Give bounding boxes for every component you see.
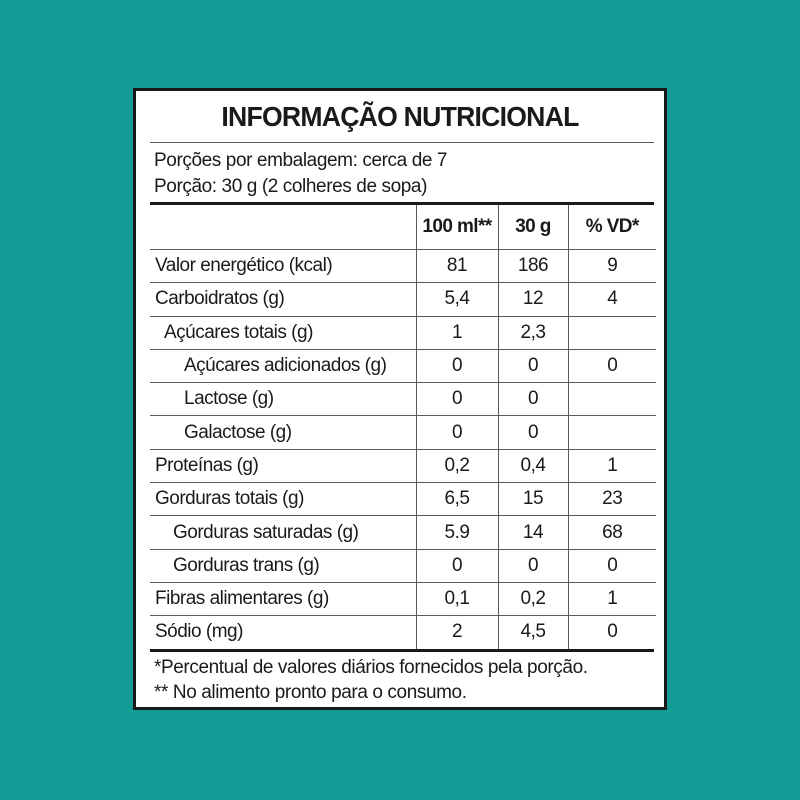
table-row: [150, 416, 656, 449]
nutrient-name: Galactose (g): [150, 416, 416, 449]
nutrient-name: Carboidratos (g): [150, 283, 416, 316]
value-percent-vd: 4: [568, 283, 656, 316]
nutrient-name: Açúcares adicionados (g): [150, 349, 416, 382]
value-percent-vd: 9: [568, 250, 656, 283]
header-percent-vd: % VD*: [568, 205, 656, 250]
nutrient-name: Gorduras totais (g): [150, 483, 416, 516]
title-divider: [150, 142, 654, 143]
table-row: [150, 616, 656, 649]
table-row: [150, 349, 656, 382]
value-per-30g: 0: [498, 383, 568, 416]
table-row: [150, 516, 656, 549]
value-percent-vd: 23: [568, 483, 656, 516]
value-per-30g: 0,2: [498, 582, 568, 615]
value-per-100ml: 5.9: [416, 516, 498, 549]
value-per-30g: 0,4: [498, 449, 568, 482]
value-per-100ml: 6,5: [416, 483, 498, 516]
value-per-30g: 14: [498, 516, 568, 549]
nutrition-table: [150, 205, 656, 649]
header-per-30g: 30 g: [498, 205, 568, 250]
value-per-100ml: 0: [416, 383, 498, 416]
table-row: [150, 250, 656, 283]
table-row: [150, 582, 656, 615]
footnote-daily-value: *Percentual de valores diários fornecidos pela porção.: [154, 657, 588, 678]
table-row: [150, 383, 656, 416]
header-nutrient: [150, 205, 416, 250]
value-percent-vd: 0: [568, 616, 656, 649]
nutrient-name: Gorduras trans (g): [150, 549, 416, 582]
footnotes: [154, 655, 588, 705]
nutrient-name: Fibras alimentares (g): [150, 582, 416, 615]
header-per-100ml: 100 ml**: [416, 205, 498, 250]
value-percent-vd: 1: [568, 582, 656, 615]
nutrient-name: Lactose (g): [150, 383, 416, 416]
value-percent-vd: [568, 383, 656, 416]
panel-title: INFORMAÇÃO NUTRICIONAL: [221, 101, 579, 132]
nutrient-name: Valor energético (kcal): [150, 250, 416, 283]
value-per-100ml: 0,1: [416, 582, 498, 615]
nutrient-name: Sódio (mg): [155, 621, 243, 643]
value-per-30g: 2,3: [498, 316, 568, 349]
value-per-30g: 0: [498, 416, 568, 449]
value-per-30g: 186: [498, 250, 568, 283]
value-per-100ml: 2: [416, 616, 498, 649]
value-per-30g: 0: [498, 349, 568, 382]
value-percent-vd: [568, 416, 656, 449]
value-per-30g: 15: [498, 483, 568, 516]
table-row: [150, 316, 656, 349]
value-percent-vd: 1: [568, 449, 656, 482]
value-per-100ml: 81: [416, 250, 498, 283]
table-row: [150, 283, 656, 316]
nutrient-name: Gorduras saturadas (g): [150, 516, 416, 549]
value-per-100ml: 0: [416, 349, 498, 382]
value-percent-vd: 68: [568, 516, 656, 549]
value-percent-vd: 0: [568, 349, 656, 382]
value-per-30g: 0: [498, 549, 568, 582]
table-row: [150, 449, 656, 482]
value-per-30g: 4,5: [498, 616, 568, 649]
nutrient-name: Proteínas (g): [150, 449, 416, 482]
footnote-divider: [150, 649, 654, 652]
nutrient-name: Açúcares totais (g): [150, 316, 416, 349]
servings-per-package: Porções por embalagem: cerca de 7: [154, 150, 448, 171]
value-per-30g: 12: [498, 283, 568, 316]
value-per-100ml: 5,4: [416, 283, 498, 316]
value-per-100ml: 0,2: [416, 449, 498, 482]
table-row: [150, 483, 656, 516]
table-header-row: [150, 205, 656, 250]
serving-info: [154, 148, 447, 200]
value-per-100ml: 1: [416, 316, 498, 349]
value-percent-vd: 0: [568, 549, 656, 582]
footnote-ready-to-eat: ** No alimento pronto para o consumo.: [154, 682, 467, 703]
value-per-100ml: 0: [416, 416, 498, 449]
serving-size: Porção: 30 g (2 colheres de sopa): [154, 176, 428, 197]
value-per-100ml: 0: [416, 549, 498, 582]
nutrition-facts-panel: [133, 88, 667, 710]
table-row: [150, 549, 656, 582]
value-percent-vd: [568, 316, 656, 349]
